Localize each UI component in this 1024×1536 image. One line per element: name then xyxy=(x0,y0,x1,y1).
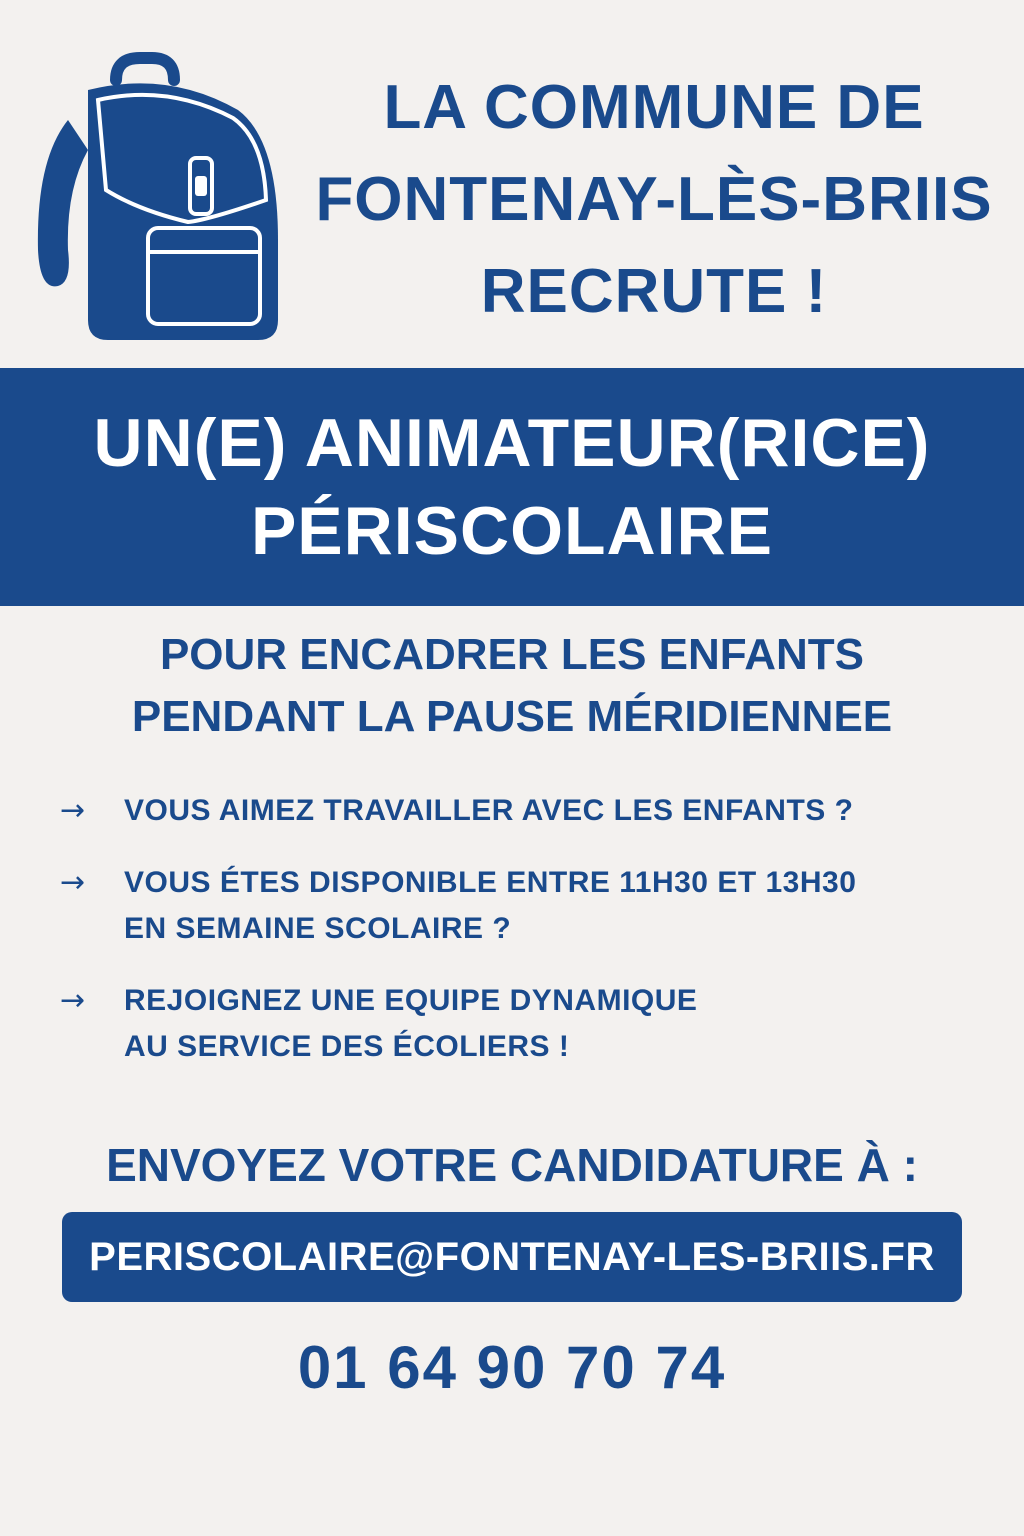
bullet-line: REJOIGNEZ UNE EQUIPE DYNAMIQUE xyxy=(124,984,698,1017)
subtitle-line-2: PENDANT LA PAUSE MÉRIDIENNEE xyxy=(131,692,893,741)
arrow-right-icon: → xyxy=(60,793,86,828)
bullet-text xyxy=(124,860,856,952)
bullet-text xyxy=(124,978,697,1070)
header-title xyxy=(284,62,1024,338)
phone-number: 01 64 90 70 74 xyxy=(297,1334,727,1401)
bullet-list xyxy=(60,788,1000,1096)
bullet-text xyxy=(124,788,853,834)
bullet-line: AU SERVICE DES ÉCOLIERS ! xyxy=(124,1030,570,1063)
application-call-to-action: ENVOYEZ VOTRE CANDIDATURE À : xyxy=(106,1139,918,1191)
header-line-3: RECRUTE ! xyxy=(480,257,828,326)
bullet-item xyxy=(60,978,1000,1070)
subtitle-line-1: POUR ENCADRER LES ENFANTS xyxy=(159,630,865,679)
bullet-line: VOUS AIMEZ TRAVAILLER AVEC LES ENFANTS ? xyxy=(124,794,854,827)
bullet-item xyxy=(60,788,1000,834)
backpack-icon xyxy=(28,50,284,350)
bullet-item xyxy=(60,860,1000,952)
header-line-1: LA COMMUNE DE xyxy=(383,73,925,142)
bullet-line: VOUS ÉTES DISPONIBLE ENTRE 11H30 ET 13H30 xyxy=(124,866,857,899)
header-line-2: FONTENAY-LÈS-BRIIS xyxy=(315,165,993,234)
bullet-line: EN SEMAINE SCOLAIRE ? xyxy=(124,912,512,945)
job-title-banner xyxy=(0,368,1024,606)
banner-line-1: UN(E) ANIMATEUR(RICE) xyxy=(93,405,931,481)
email-address[interactable]: PERISCOLAIRE@FONTENAY-LES-BRIIS.FR xyxy=(89,1234,935,1279)
banner-line-2: PÉRISCOLAIRE xyxy=(250,493,774,569)
arrow-right-icon: → xyxy=(60,865,86,900)
email-box[interactable] xyxy=(62,1212,962,1302)
job-description xyxy=(0,624,1024,748)
arrow-right-icon: → xyxy=(60,983,86,1018)
